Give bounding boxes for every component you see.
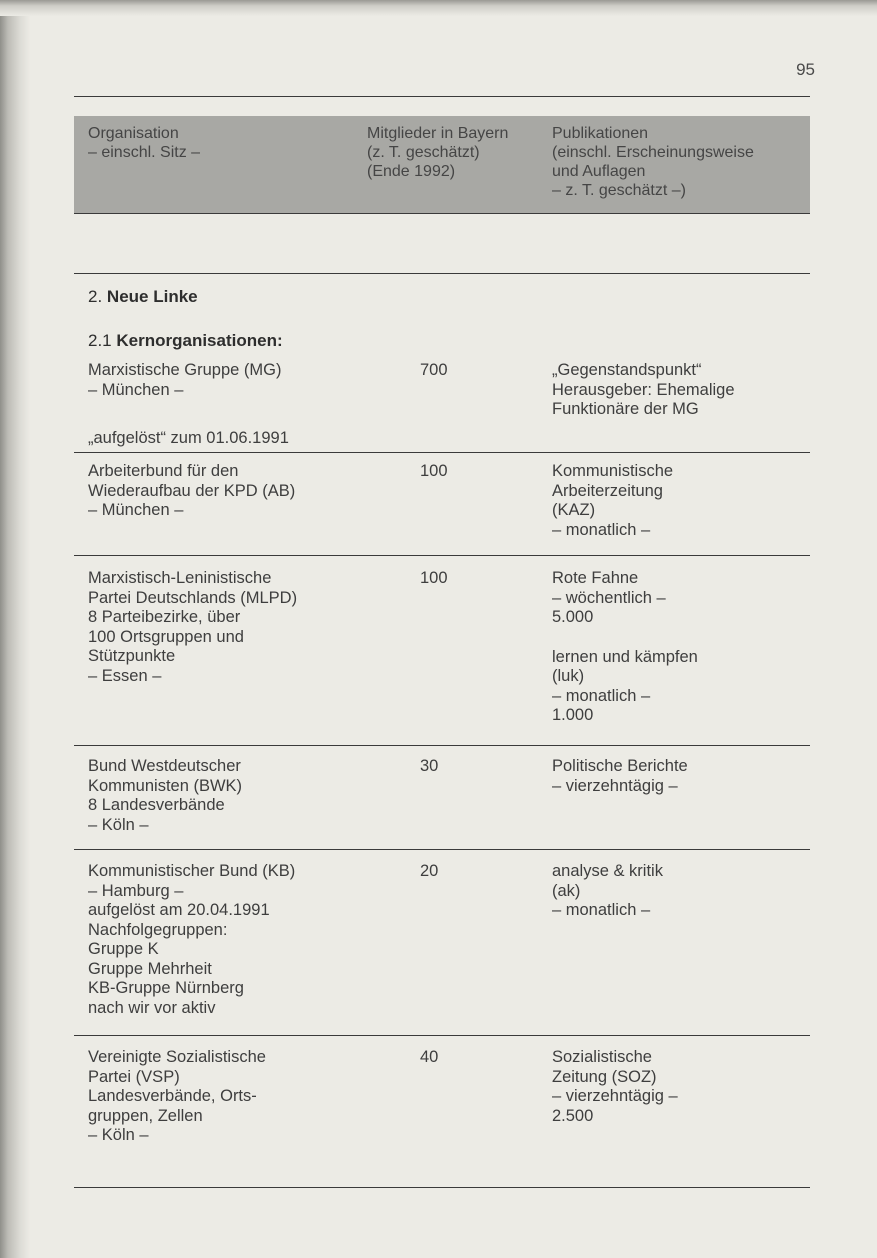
row-mg-note: „aufgelöst“ zum 01.06.1991: [88, 429, 289, 447]
row-ab-publications: Kommunistische Arbeiterzeitung (KAZ) – monatlich –: [552, 462, 674, 539]
row-divider: [74, 452, 810, 453]
rule-header-bottom: [74, 213, 810, 214]
row-divider: [74, 849, 810, 850]
row-ab-organisation: Arbeiterbund für den Wiederaufbau der KPD (AB) – München –: [88, 462, 296, 519]
rule-bottom: [74, 1187, 810, 1188]
row-kb-members: 20: [420, 862, 439, 880]
row-mg-organisation: Marxistische Gruppe (MG) – München – „aufgelöst“ zum 01.06.1991: [88, 361, 289, 447]
row-ab-members: 100: [420, 462, 448, 480]
row-bwk-publications: Politische Berichte – vierzehntägig –: [552, 757, 688, 795]
row-bwk-organisation: Bund Westdeutscher Kommunisten (BWK) 8 Landesverbände – Köln –: [88, 757, 243, 834]
row-mg-publications: „Gegenstandspunkt“ Herausgeber: Ehemalige Funktionäre der MG: [552, 361, 735, 418]
page-number: 95: [796, 60, 815, 79]
row-vsp-organisation: Vereinigte Sozialistische Partei (VSP) Landesverbände, Orts- gruppen, Zellen – Köln –: [88, 1048, 266, 1144]
header-col-members: Mitglieder in Bayern (z. T. geschätzt) (Ende 1992): [367, 125, 509, 180]
row-vsp-publications: Sozialistische Zeitung (SOZ) – vierzehntägig – 2.500: [552, 1048, 678, 1125]
row-bwk-members: 30: [420, 757, 439, 775]
table-header: [74, 116, 810, 213]
row-divider: [74, 745, 810, 746]
row-mlpd-publications: Rote Fahne – wöchentlich – 5.000 lernen und kämpfen (luk) – monatlich – 1.000: [552, 569, 698, 724]
row-mlpd-members: 100: [420, 569, 448, 587]
subsection-title: 2.1 Kernorganisationen:: [88, 331, 283, 350]
row-kb-publications: analyse & kritik (ak) – monatlich –: [552, 862, 663, 919]
header-col-publications: Publikationen (einschl. Erscheinungsweise und Auflagen – z. T. geschätzt –): [552, 125, 754, 199]
page-binding-shadow: [0, 0, 30, 1258]
row-vsp-members: 40: [420, 1048, 439, 1066]
header-col-organisation: Organisation – einschl. Sitz –: [88, 125, 201, 161]
rule-top: [74, 96, 810, 97]
page-top-edge: [0, 0, 877, 16]
row-divider: [74, 555, 810, 556]
rule-section: [74, 273, 810, 274]
row-mg-members: 700: [420, 361, 448, 379]
row-kb-organisation: Kommunistischer Bund (KB) – Hamburg – aufgelöst am 20.04.1991 Nachfolgegruppen: Gruppe K Gruppe Mehrheit KB-Gruppe Nürnberg nach wir vor aktiv: [88, 862, 296, 1017]
row-divider: [74, 1035, 810, 1036]
row-mlpd-organisation: Marxistisch-Leninistische Partei Deutschlands (MLPD) 8 Parteibezirke, über 100 Ortsgruppen und Stützpunkte – Essen –: [88, 569, 298, 685]
section-title: 2. Neue Linke: [88, 287, 198, 306]
